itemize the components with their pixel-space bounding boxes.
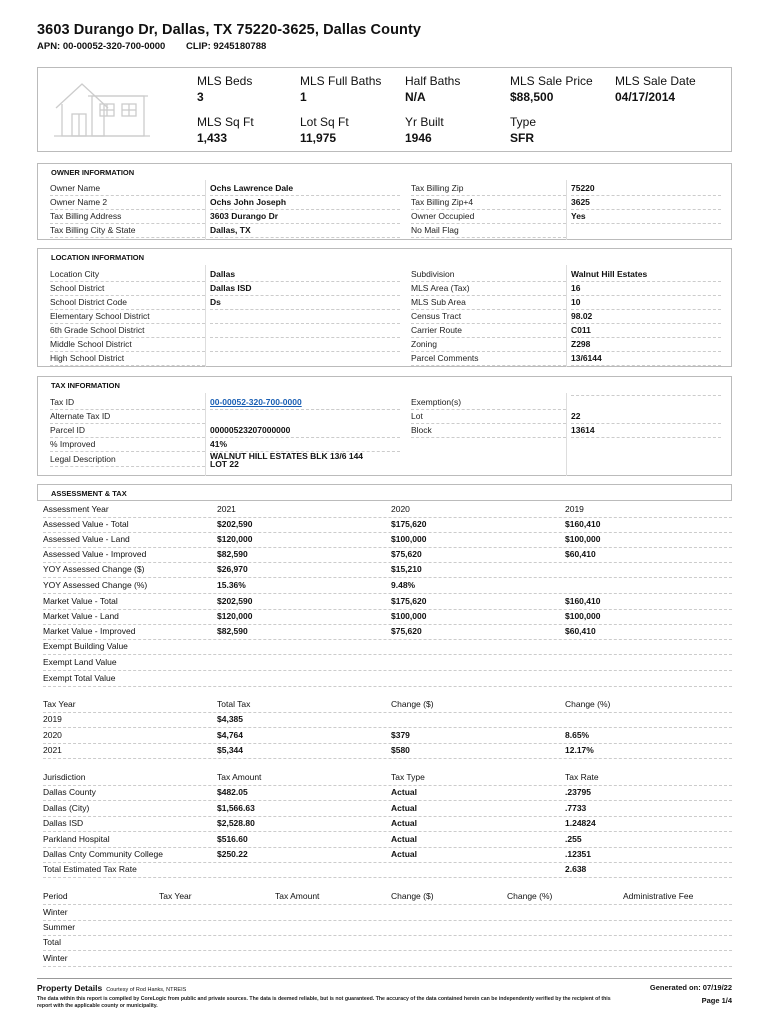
property-summary bbox=[37, 67, 732, 152]
tax-row: Alternate Tax ID Lot 22 bbox=[38, 409, 733, 423]
footer-divider bbox=[37, 978, 732, 979]
table-row: Dallas (City) $1,566.63 Actual .7733 bbox=[43, 801, 732, 817]
table-row: 2020 $4,764 $379 8.65% bbox=[43, 728, 732, 744]
summary-mls-sale-date: MLS Sale Date 04/17/2014 bbox=[615, 74, 696, 104]
summary-mls-full-baths: MLS Full Baths 1 bbox=[300, 74, 382, 104]
location-row: School District Dallas ISD MLS Area (Tax) 16 bbox=[38, 281, 733, 295]
section-heading: TAX INFORMATION bbox=[51, 381, 120, 390]
summary-yr-built: Yr Built 1946 bbox=[405, 115, 444, 145]
location-row: School District Code Ds MLS Sub Area 10 bbox=[38, 295, 733, 309]
table-row: Parkland Hospital $516.60 Actual .255 bbox=[43, 832, 732, 848]
owner-row: Owner Name 2 Ochs John Joseph Tax Billing Zip+4 3625 bbox=[38, 195, 733, 209]
generated-date: Generated on: 07/19/22 bbox=[649, 983, 732, 992]
summary-lot-sq-ft: Lot Sq Ft 11,975 bbox=[300, 115, 349, 145]
tax-row: Tax ID 00-00052-320-700-0000 Exemption(s) bbox=[38, 395, 733, 409]
summary-mls-sale-price: MLS Sale Price $88,500 bbox=[510, 74, 593, 104]
tax-information-section bbox=[37, 376, 732, 476]
table-row: Exempt Land Value bbox=[43, 655, 732, 671]
table-row: Total bbox=[43, 935, 732, 951]
tax-id-link[interactable]: 00-00052-320-700-0000 bbox=[210, 397, 302, 407]
tax-row: Legal Description WALNUT HILL ESTATES BLK 13/6 144 LOT 22 bbox=[50, 451, 364, 469]
table-header-row: Period Tax Year Tax Amount Change ($) Change (%) Administrative Fee bbox=[43, 889, 732, 905]
table-row: Market Value - Total $202,590 $175,620 $160,410 bbox=[43, 594, 732, 610]
footer-title: Property Details Courtesy of Rod Hanks, NTREIS bbox=[37, 983, 187, 993]
page-title: 3603 Durango Dr, Dallas, TX 75220-3625, Dallas County bbox=[37, 22, 422, 38]
table-header-row: Tax Year Total Tax Change ($) Change (%) bbox=[43, 697, 732, 713]
table-row: Exempt Total Value bbox=[43, 671, 732, 687]
table-row: Market Value - Land $120,000 $100,000 $100,000 bbox=[43, 609, 732, 625]
table-header-row: Assessment Year 2021 2020 2019 bbox=[43, 502, 732, 518]
location-row: Middle School District Zoning Z298 bbox=[38, 337, 733, 351]
location-row: 6th Grade School District Carrier Route C011 bbox=[38, 323, 733, 337]
footer-disclaimer: The data within this report is compiled by CoreLogic from public and private sources. The data is deemed reliable, but is not guaranteed. The accuracy of the data contained herein can be independently verified by the recipient of this report with the applicable county or municipality. bbox=[37, 996, 611, 1009]
table-row: Dallas Cnty Community College $250.22 Actual .12351 bbox=[43, 847, 732, 863]
table-row: Winter bbox=[43, 905, 732, 921]
location-information-section bbox=[37, 248, 732, 367]
table-row: Summer bbox=[43, 920, 732, 936]
section-heading: OWNER INFORMATION bbox=[51, 168, 135, 177]
location-row: Elementary School District Census Tract 98.02 bbox=[38, 309, 733, 323]
owner-row: Tax Billing Address 3603 Durango Dr Owner Occupied Yes bbox=[38, 209, 733, 223]
table-row: YOY Assessed Change (%) 15.36% 9.48% bbox=[43, 578, 732, 594]
table-row: 2019 $4,385 bbox=[43, 712, 732, 728]
owner-information-section bbox=[37, 163, 732, 240]
table-row: Assessed Value - Improved $82,590 $75,620 $60,410 bbox=[43, 547, 732, 563]
table-row: Dallas County $482.05 Actual .23795 bbox=[43, 785, 732, 801]
section-heading: LOCATION INFORMATION bbox=[51, 253, 145, 262]
table-row: YOY Assessed Change ($) $26,970 $15,210 bbox=[43, 562, 732, 578]
location-row: High School District Parcel Comments 13/6144 bbox=[38, 351, 733, 365]
summary-mls-sq-ft: MLS Sq Ft 1,433 bbox=[197, 115, 254, 145]
assessment-section-heading bbox=[37, 484, 732, 501]
summary-half-baths: Half Baths N/A bbox=[405, 74, 461, 104]
tax-row: Parcel ID 00000523207000000 Block 13614 bbox=[38, 423, 733, 437]
owner-row: Owner Name Ochs Lawrence Dale Tax Billing Zip 75220 bbox=[38, 181, 733, 195]
page-number: Page 1/4 bbox=[701, 996, 732, 1005]
summary-type: Type SFR bbox=[510, 115, 537, 145]
table-row: Dallas ISD $2,528.80 Actual 1.24824 bbox=[43, 816, 732, 832]
location-row: Location City Dallas Subdivision Walnut Hill Estates bbox=[38, 267, 733, 281]
table-row: Winter bbox=[43, 951, 732, 967]
footer-courtesy: Courtesy of Rod Hanks, NTREIS bbox=[106, 987, 187, 993]
owner-row: Tax Billing City & State Dallas, TX No Mail Flag bbox=[38, 223, 733, 237]
table-row: Assessed Value - Total $202,590 $175,620 $160,410 bbox=[43, 517, 732, 533]
apn-label: APN: 00-00052-320-700-0000 bbox=[37, 41, 166, 52]
table-row: Assessed Value - Land $120,000 $100,000 $100,000 bbox=[43, 532, 732, 548]
house-icon bbox=[52, 78, 152, 140]
table-row: Total Estimated Tax Rate 2.638 bbox=[43, 862, 732, 878]
table-row: 2021 $5,344 $580 12.17% bbox=[43, 743, 732, 759]
table-row: Exempt Building Value bbox=[43, 639, 732, 655]
tax-row: % Improved 41% bbox=[38, 437, 733, 451]
summary-mls-beds: MLS Beds 3 bbox=[197, 74, 253, 104]
clip-label: CLIP: 9245180788 bbox=[185, 41, 267, 52]
section-heading: ASSESSMENT & TAX bbox=[51, 489, 127, 498]
parcel-identifiers bbox=[37, 41, 284, 52]
table-row: Market Value - Improved $82,590 $75,620 $60,410 bbox=[43, 624, 732, 640]
table-header-row: Jurisdiction Tax Amount Tax Type Tax Rate bbox=[43, 770, 732, 786]
